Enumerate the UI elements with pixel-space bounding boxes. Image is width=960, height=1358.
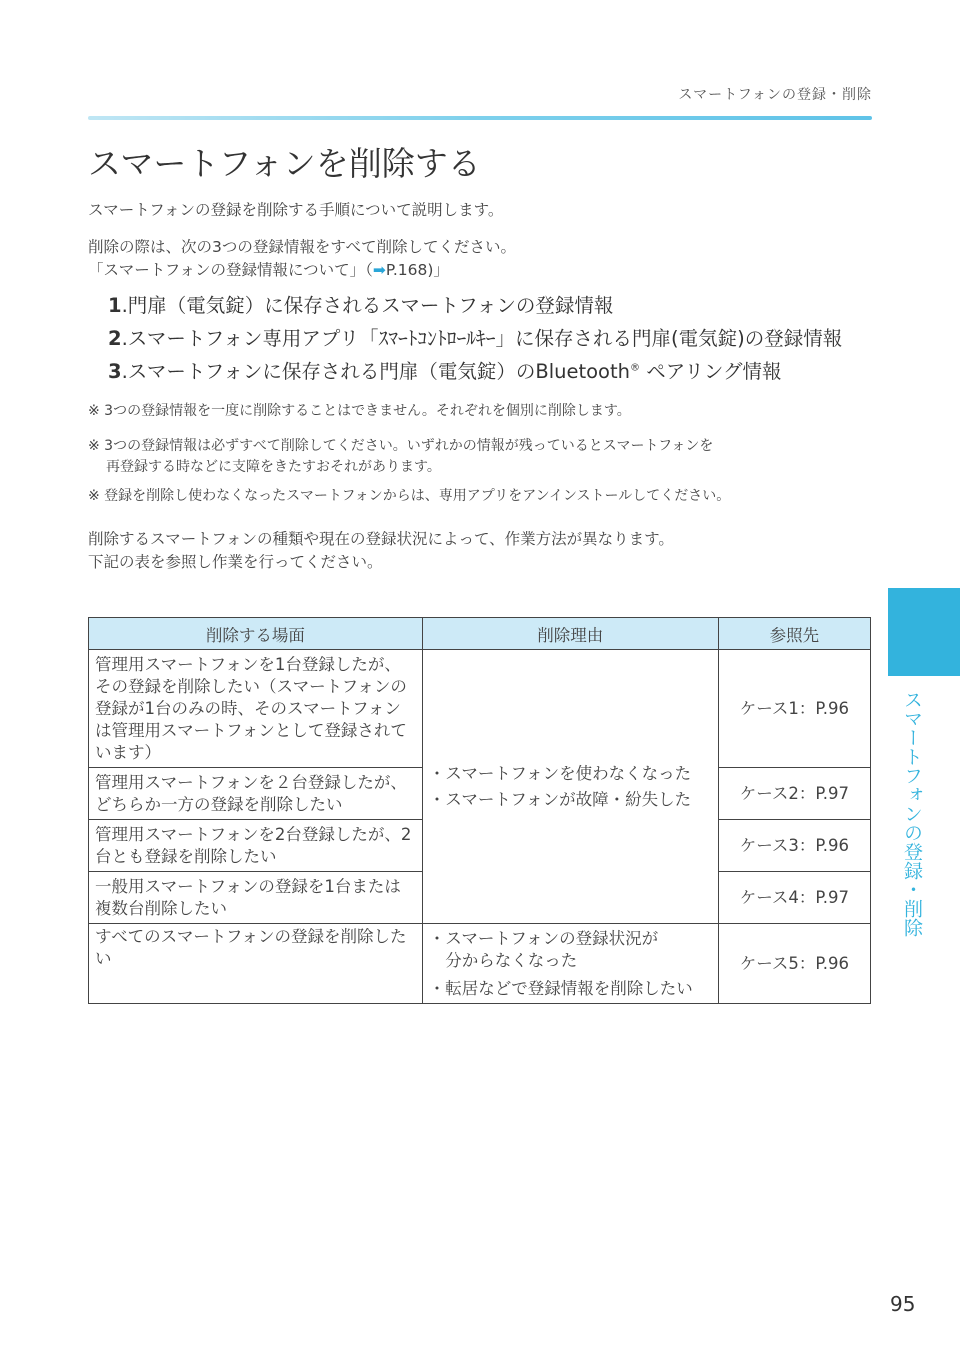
info-item-3 bbox=[108, 356, 782, 384]
column-header-scene: 削除する場面 bbox=[89, 618, 423, 650]
scene-cell: 管理用スマートフォンを2台登録したが、2台とも登録を削除したい bbox=[89, 820, 423, 872]
page-reference-link[interactable]: P.168)」 bbox=[385, 261, 449, 279]
note-1: ※ 3つの登録情報を一度に削除することはできません。それぞれを個別に削除します。 bbox=[88, 403, 631, 419]
delete-note-text-a: 「スマートフォンの登録情報について」（ bbox=[88, 261, 373, 279]
reference-cell: ケース5：P.96 bbox=[718, 924, 870, 1004]
info-item-number: 1 bbox=[108, 294, 122, 317]
page-title: スマートフォンを削除する bbox=[88, 144, 481, 183]
intro-text: スマートフォンの登録を削除する手順について説明します。 bbox=[88, 201, 504, 219]
scene-cell: すべてのスマートフォンの登録を削除したい bbox=[89, 924, 423, 1004]
column-header-reason: 削除理由 bbox=[422, 618, 718, 650]
section-header: スマートフォンの登録・削除 bbox=[678, 87, 872, 103]
header-rule bbox=[88, 116, 872, 120]
scene-cell: 管理用スマートフォンを２台登録したが、どちらか一方の登録を削除したい bbox=[89, 768, 423, 820]
info-item-text: ペアリング情報 bbox=[640, 360, 782, 383]
page-number: 95 bbox=[890, 1292, 916, 1316]
note-2-line-2: 再登録する時などに支障をきたすおそれがあります。 bbox=[106, 459, 441, 475]
info-item-number: 2 bbox=[108, 327, 122, 350]
table-header-row bbox=[89, 618, 871, 650]
info-item-text: .スマートフォンに保存される門扉（電気錠）のBluetooth bbox=[121, 360, 630, 383]
reason-line: ・スマートフォンが故障・紛失した bbox=[428, 789, 692, 809]
reference-cell: ケース2：P.97 bbox=[718, 768, 870, 820]
delete-note-line-2 bbox=[88, 259, 516, 282]
method-line-1: 削除するスマートフォンの種類や現在の登録状況によって、作業方法が異なります。 bbox=[88, 530, 674, 548]
reason-line: ・スマートフォンを使わなくなった bbox=[428, 763, 692, 783]
arrow-right-icon: ➡ bbox=[372, 261, 386, 279]
section-side-tab bbox=[888, 588, 960, 676]
table-row bbox=[89, 650, 871, 768]
delete-note bbox=[88, 236, 516, 282]
method-line-2: 下記の表を参照し作業を行ってください。 bbox=[88, 553, 383, 571]
note-2 bbox=[88, 436, 713, 478]
reason-line: 分からなくなった bbox=[428, 950, 578, 970]
scene-cell: 一般用スマートフォンの登録を1台または複数台削除したい bbox=[89, 872, 423, 924]
reason-cell bbox=[422, 650, 718, 924]
reason-cell bbox=[422, 924, 718, 1004]
reference-cell: ケース1：P.96 bbox=[718, 650, 870, 768]
note-2-line-1: ※ 3つの登録情報は必ずすべて削除してください。いずれかの情報が残っているとスマートフォンを bbox=[88, 438, 714, 454]
column-header-reference: 参照先 bbox=[718, 618, 870, 650]
reason-line: ・スマートフォンの登録状況が bbox=[428, 928, 659, 948]
info-item-text: .門扉（電気錠）に保存されるスマートフォンの登録情報 bbox=[121, 294, 614, 317]
reference-cell: ケース3：P.96 bbox=[718, 820, 870, 872]
note-3: ※ 登録を削除し使わなくなったスマートフォンからは、専用アプリをアンインストールしてください。 bbox=[88, 488, 731, 504]
reference-cell: ケース4：P.97 bbox=[718, 872, 870, 924]
info-item-2 bbox=[108, 323, 842, 351]
reason-line: ・転居などで登録情報を削除したい bbox=[428, 978, 693, 998]
scene-cell: 管理用スマートフォンを1台登録したが、その登録を削除したい（スマートフォンの登録が1台のみの時、そのスマートフォンは管理用スマートフォンとして登録されています） bbox=[89, 650, 423, 768]
info-item-number: 3 bbox=[108, 360, 122, 383]
info-item-text: .スマートフォン専用アプリ「ｽﾏｰﾄｺﾝﾄﾛｰﾙｷｰ」に保存される門扉(電気錠)の登録情報 bbox=[121, 327, 843, 350]
delete-note-line-1: 削除の際は、次の3つの登録情報をすべて削除してください。 bbox=[88, 238, 517, 256]
side-tab-label: スマートフォンの登録・削除 bbox=[901, 690, 923, 937]
cases-table bbox=[88, 617, 871, 1004]
registered-mark: ® bbox=[630, 362, 640, 374]
method-text bbox=[88, 528, 674, 574]
table-row bbox=[89, 924, 871, 1004]
info-item-1 bbox=[108, 290, 613, 318]
